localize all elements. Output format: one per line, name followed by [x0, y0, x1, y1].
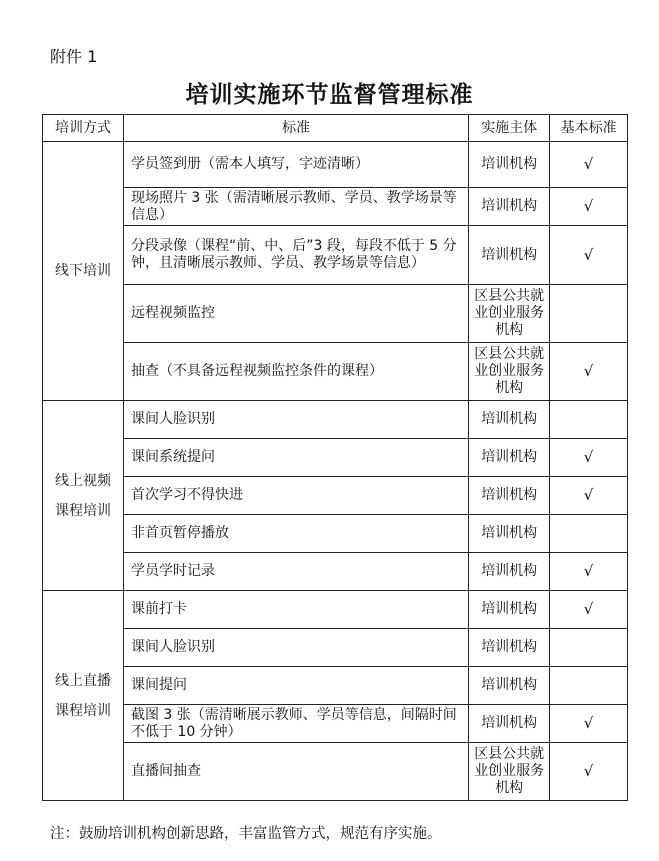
standard-cell: 课间人脸识别 — [123, 629, 468, 667]
basic-standard-cell: √ — [550, 439, 628, 477]
training-mode-label: 线下培训 — [54, 263, 111, 279]
basic-standard-cell: √ — [550, 142, 628, 188]
table-body — [43, 142, 628, 801]
implementing-subject-cell: 区县公共就业创业服务机构 — [469, 285, 550, 343]
implementing-subject-cell: 培训机构 — [469, 667, 550, 705]
header-standard: 标准 — [123, 115, 468, 142]
basic-standard-cell: √ — [550, 343, 628, 401]
standard-cell: 课前打卡 — [123, 591, 468, 629]
basic-standard-cell: √ — [550, 188, 628, 226]
standard-cell: 课间人脸识别 — [123, 401, 468, 439]
standard-cell: 分段录像（课程“前、中、后”3 段，每段不低于 5 分钟，且清晰展示教师、学员、教学场景等信息） — [123, 226, 468, 285]
basic-standard-cell: √ — [550, 226, 628, 285]
document-title: 培训实施环节监督管理标准 — [185, 82, 474, 108]
header-training-mode: 培训方式 — [43, 115, 124, 142]
implementing-subject-cell: 培训机构 — [469, 439, 550, 477]
training-mode-cell — [43, 591, 124, 801]
implementing-subject-cell: 培训机构 — [469, 226, 550, 285]
implementing-subject-cell: 培训机构 — [469, 629, 550, 667]
basic-standard-cell — [550, 629, 628, 667]
training-mode-cell — [43, 142, 124, 401]
implementing-subject-cell: 区县公共就业创业服务机构 — [469, 343, 550, 401]
implementing-subject-cell: 培训机构 — [469, 188, 550, 226]
table-row — [43, 142, 628, 188]
header-implementing-subject: 实施主体 — [469, 115, 550, 142]
table-row — [43, 343, 628, 401]
basic-standard-cell — [550, 515, 628, 553]
table-row — [43, 515, 628, 553]
basic-standard-cell: √ — [550, 743, 628, 801]
standard-cell: 课间系统提问 — [123, 439, 468, 477]
standard-cell: 非首页暂停播放 — [123, 515, 468, 553]
basic-standard-cell: √ — [550, 591, 628, 629]
standard-cell: 现场照片 3 张（需清晰展示教师、学员、教学场景等信息） — [123, 188, 468, 226]
table-row — [43, 477, 628, 515]
implementing-subject-cell: 培训机构 — [469, 477, 550, 515]
footnote: 注：鼓励培训机构创新思路，丰富监管方式，规范有序实施。 — [50, 826, 442, 842]
basic-standard-cell — [550, 401, 628, 439]
standard-cell: 学员学时记录 — [123, 553, 468, 591]
implementing-subject-cell: 培训机构 — [469, 401, 550, 439]
basic-standard-cell: √ — [550, 553, 628, 591]
table-row — [43, 591, 628, 629]
supervision-standards-table — [42, 114, 628, 801]
implementing-subject-cell: 培训机构 — [469, 705, 550, 743]
header-basic-standard: 基本标准 — [550, 115, 628, 142]
standard-cell: 课间提问 — [123, 667, 468, 705]
training-mode-cell — [43, 401, 124, 591]
standard-cell: 直播间抽查 — [123, 743, 468, 801]
basic-standard-cell — [550, 285, 628, 343]
attachment-label: 附件 1 — [50, 47, 98, 66]
table-row — [43, 743, 628, 801]
table-row — [43, 188, 628, 226]
table-row — [43, 439, 628, 477]
standard-cell: 首次学习不得快进 — [123, 477, 468, 515]
basic-standard-cell: √ — [550, 705, 628, 743]
implementing-subject-cell: 培训机构 — [469, 553, 550, 591]
basic-standard-cell: √ — [550, 477, 628, 515]
standard-cell: 截图 3 张（需清晰展示教师、学员等信息，间隔时间不低于 10 分钟） — [123, 705, 468, 743]
table-row — [43, 553, 628, 591]
table-row — [43, 285, 628, 343]
training-mode-label: 线上直播课程培训 — [54, 672, 111, 719]
basic-standard-cell — [550, 667, 628, 705]
table-row — [43, 629, 628, 667]
standard-cell: 抽查（不具备远程视频监控条件的课程） — [123, 343, 468, 401]
table-row — [43, 226, 628, 285]
training-mode-label: 线上视频课程培训 — [54, 472, 111, 519]
implementing-subject-cell: 区县公共就业创业服务机构 — [469, 743, 550, 801]
standard-cell: 学员签到册（需本人填写，字迹清晰） — [123, 142, 468, 188]
implementing-subject-cell: 培训机构 — [469, 515, 550, 553]
table-row — [43, 705, 628, 743]
table-row — [43, 667, 628, 705]
standard-cell: 远程视频监控 — [123, 285, 468, 343]
table-header-row — [43, 115, 628, 142]
table-row — [43, 401, 628, 439]
implementing-subject-cell: 培训机构 — [469, 591, 550, 629]
implementing-subject-cell: 培训机构 — [469, 142, 550, 188]
